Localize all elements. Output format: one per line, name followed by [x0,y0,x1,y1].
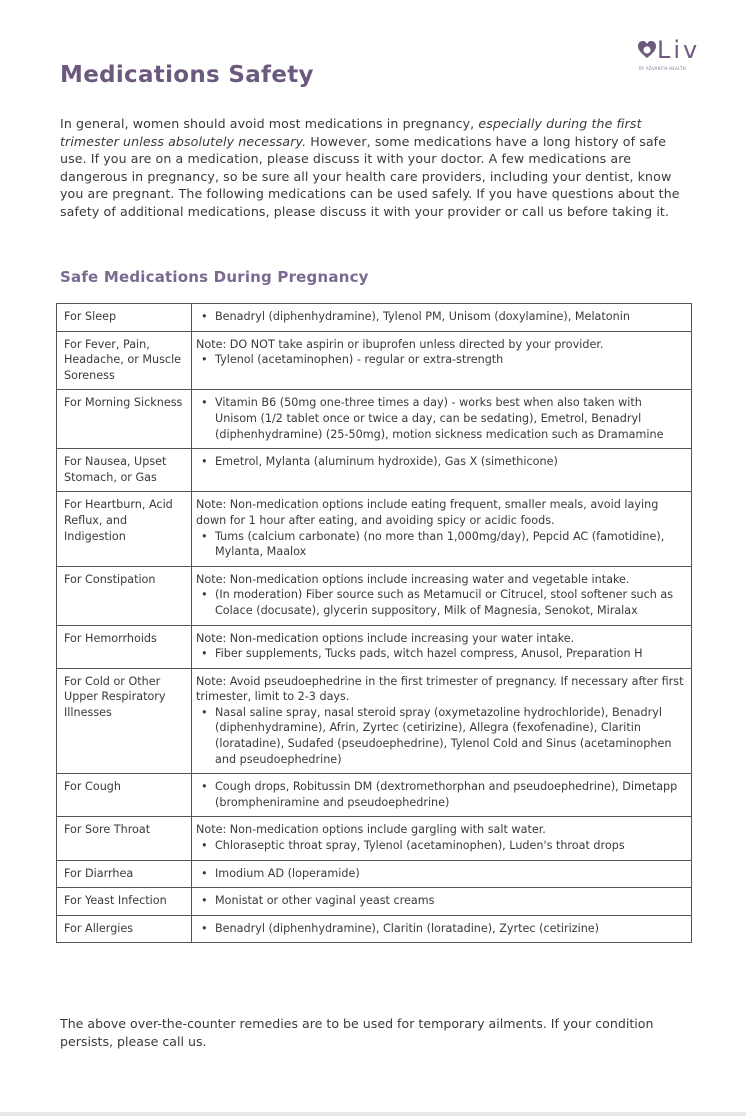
intro-text-start: In general, women should avoid most medications in pregnancy, [60,116,479,131]
medication-item: • Fiber supplements, Tucks pads, witch hazel compress, Anusol, Preparation H [215,646,685,662]
category-cell: For Yeast Infection [57,888,192,916]
intro-emphasis: especially during the first trimester unless absolutely necessary. [60,116,642,149]
medications-cell [192,449,692,492]
note-text: Note: Non-medication options include gargling with salt water. [196,823,546,837]
note-text: Note: DO NOT take aspirin or ibuprofen unless directed by your provider. [196,337,604,351]
medication-list [196,646,685,662]
medication-item: • Tums (calcium carbonate) (no more than 1,000mg/day), Pepcid AC (famotidine), Mylanta, Maalox [215,529,685,560]
table-row [57,817,692,860]
liv-logo-icon [637,40,657,60]
brand-tagline: BY ADVANTIA HEALTH [639,66,686,71]
page-title: Medications Safety [60,62,314,88]
medication-list [196,779,685,810]
medications-cell [192,331,692,390]
table-row [57,915,692,943]
medication-list [196,395,685,442]
category-cell: For Heartburn, Acid Reflux, and Indigestion [57,492,192,566]
medication-list [196,309,685,325]
medication-list [196,921,685,937]
category-cell: For Cough [57,774,192,817]
category-cell: For Fever, Pain, Headache, or Muscle Soreness [57,331,192,390]
medication-item: • Chloraseptic throat spray, Tylenol (acetaminophen), Luden's throat drops [215,838,685,854]
table-row [57,492,692,566]
medication-list [196,838,685,854]
medications-cell [192,566,692,625]
intro-paragraph [60,115,690,221]
medication-item: • Benadryl (diphenhydramine), Claritin (loratadine), Zyrtec (cetirizine) [215,921,685,937]
table-row [57,449,692,492]
section-title: Safe Medications During Pregnancy [60,268,369,286]
category-cell: For Sleep [57,304,192,332]
category-cell: For Constipation [57,566,192,625]
medications-cell [192,492,692,566]
table-row [57,304,692,332]
note-text: Note: Non-medication options include increasing water and vegetable intake. [196,572,630,586]
table-row [57,888,692,916]
safe-medications-table [56,303,692,943]
medication-item: • Nasal saline spray, nasal steroid spray (oxymetazoline hydrochloride), Benadryl (diphenhydramine), Afrin, Zyrtec (cetirizine), Allegra (fexofenadine), Claritin (loratadine), Sudafed (pseudoephedrine), Tylenol Cold and Sinus (acetaminophen and pseudoephedrine) [215,705,685,767]
category-cell: For Allergies [57,915,192,943]
medication-list [196,866,685,882]
medication-list [196,352,685,368]
category-cell: For Diarrhea [57,860,192,888]
medication-list [196,893,685,909]
table-row [57,566,692,625]
medication-list [196,454,685,470]
medications-cell [192,390,692,449]
medications-cell [192,817,692,860]
medications-cell [192,860,692,888]
medication-item: • Vitamin B6 (50mg one-three times a day) - works best when also taken with Unisom (1/2 tablet once or twice a day, can be sedating), Emetrol, Benadryl (diphenhydramine) (25-50mg), motion sickness medication such as Dramamine [215,395,685,442]
brand-name: Liv [657,36,701,64]
medications-cell [192,915,692,943]
medication-item: • Cough drops, Robitussin DM (dextromethorphan and pseudoephedrine), Dimetapp (brompheniramine and pseudoephedrine) [215,779,685,810]
table-row [57,774,692,817]
medication-item: • Tylenol (acetaminophen) - regular or extra-strength [215,352,685,368]
category-cell: For Hemorrhoids [57,625,192,668]
medication-item: • Imodium AD (loperamide) [215,866,685,882]
brand-logo [637,38,709,72]
medication-list [196,587,685,618]
page-bottom-edge [0,1112,746,1116]
table-row [57,390,692,449]
medications-cell [192,888,692,916]
intro-text-end: However, some medications have a long history of safe use. If you are on a medication, please discuss it with your doctor. A few medications are dangerous in pregnancy, so be sure all your health care providers, including your dentist, know you are pregnant. The following medications can be used safely. If you have questions about the safety of additional medications, please discuss it with your provider or call us before taking it. [60,133,680,219]
medications-cell [192,774,692,817]
medications-cell [192,668,692,774]
table-row [57,331,692,390]
medication-item: • Emetrol, Mylanta (aluminum hydroxide), Gas X (simethicone) [215,454,685,470]
note-text: Note: Avoid pseudoephedrine in the first trimester of pregnancy. If necessary after first trimester, limit to 2-3 days. [196,674,684,704]
category-cell: For Cold or Other Upper Respiratory Illnesses [57,668,192,774]
table-row [57,668,692,774]
closing-paragraph: The above over-the-counter remedies are to be used for temporary ailments. If your condition persists, please call us. [60,1016,654,1049]
medication-list [196,529,685,560]
medication-item: • (In moderation) Fiber source such as Metamucil or Citrucel, stool softener such as Colace (docusate), glycerin suppository, Milk of Magnesia, Senokot, Miralax [215,587,685,618]
medications-cell [192,304,692,332]
medications-cell [192,625,692,668]
medication-item: • Monistat or other vaginal yeast creams [215,893,685,909]
category-cell: For Morning Sickness [57,390,192,449]
category-cell: For Nausea, Upset Stomach, or Gas [57,449,192,492]
table-row [57,625,692,668]
category-cell: For Sore Throat [57,817,192,860]
medication-list [196,705,685,767]
table-row [57,860,692,888]
note-text: Note: Non-medication options include eating frequent, smaller meals, avoid laying down for 1 hour after eating, and avoiding spicy or acidic foods. [196,498,659,527]
note-text: Note: Non-medication options include increasing your water intake. [196,631,575,645]
medication-item: • Benadryl (diphenhydramine), Tylenol PM, Unisom (doxylamine), Melatonin [215,309,685,325]
